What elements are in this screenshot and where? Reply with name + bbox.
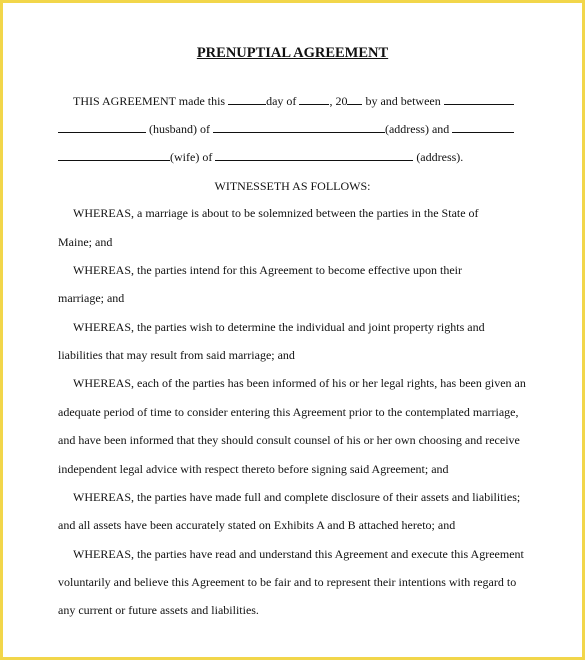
blank-party-2[interactable] bbox=[452, 122, 514, 133]
intro-text: (wife) of bbox=[170, 150, 213, 164]
paragraph-line: any current or future assets and liabilities. bbox=[58, 603, 259, 617]
intro-text: (address) and bbox=[384, 122, 450, 136]
intro-text: (husband) of bbox=[149, 122, 210, 136]
document-title: PRENUPTIAL AGREEMENT bbox=[196, 45, 389, 61]
paragraph-line: Maine; and bbox=[58, 235, 113, 249]
intro-text: by and between bbox=[365, 94, 441, 108]
blank-husband-address[interactable] bbox=[213, 122, 385, 133]
paragraph-line: independent legal advice with respect thereto before signing said Agreement; and bbox=[58, 462, 449, 476]
intro-text: , 20 bbox=[329, 94, 348, 108]
intro-line-1 bbox=[73, 94, 514, 108]
blank-husband-name[interactable] bbox=[58, 122, 146, 133]
whereas-line: WHEREAS, a marriage is about to be solemnized between the parties in the State of bbox=[73, 206, 479, 220]
paragraph-line: and have been informed that they should consult counsel of his or her own choosing and receive bbox=[58, 433, 520, 447]
paragraph-line: marriage; and bbox=[58, 291, 125, 305]
blank-wife-name[interactable] bbox=[58, 150, 170, 161]
whereas-line: WHEREAS, each of the parties has been informed of his or her legal rights, has been given an bbox=[73, 376, 526, 390]
intro-line-3 bbox=[58, 150, 463, 164]
whereas-line: WHEREAS, the parties have read and understand this Agreement and execute this Agreement bbox=[73, 547, 524, 561]
whereas-line: WHEREAS, the parties wish to determine the individual and joint property rights and bbox=[73, 320, 485, 334]
whereas-line: WHEREAS, the parties intend for this Agreement to become effective upon their bbox=[73, 263, 462, 277]
paragraph-line: adequate period of time to consider entering this Agreement prior to the contemplated marriage, bbox=[58, 405, 519, 419]
blank-month[interactable] bbox=[299, 94, 329, 105]
paragraph-line: and all assets have been accurately stated on Exhibits A and B attached hereto; and bbox=[58, 518, 456, 532]
whereas-line: WHEREAS, the parties have made full and complete disclosure of their assets and liabilities; bbox=[73, 490, 521, 504]
intro-text: (address). bbox=[416, 150, 464, 164]
blank-year[interactable] bbox=[347, 94, 362, 105]
paragraph-line: liabilities that may result from said marriage; and bbox=[58, 348, 295, 362]
intro-text: THIS AGREEMENT made this bbox=[73, 94, 226, 108]
intro-line-2 bbox=[58, 122, 514, 136]
blank-wife-address[interactable] bbox=[215, 150, 413, 161]
blank-day[interactable] bbox=[228, 94, 266, 105]
blank-party-1[interactable] bbox=[444, 94, 514, 105]
witnesseth-heading: WITNESSETH AS FOLLOWS: bbox=[214, 179, 371, 193]
document-page bbox=[3, 3, 582, 657]
paragraph-line: voluntarily and believe this Agreement to be fair and to represent their intentions with regard to bbox=[58, 575, 517, 589]
intro-text: day of bbox=[266, 94, 297, 108]
